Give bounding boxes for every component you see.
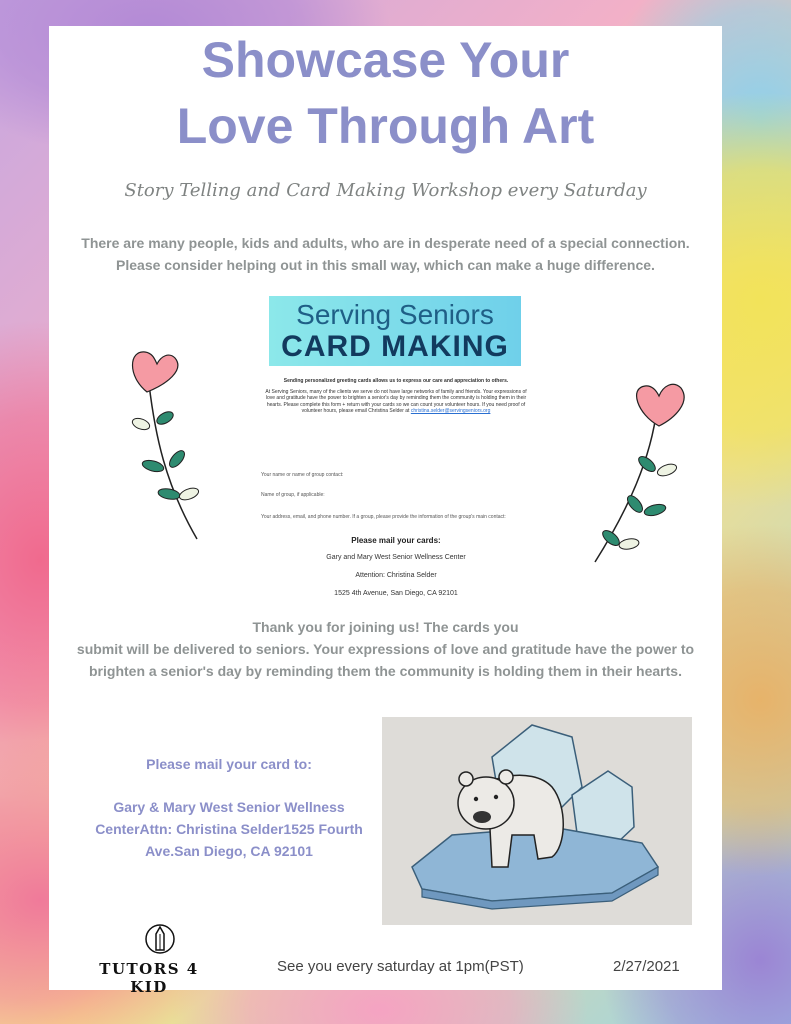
mailing-address-line: Gary & Mary West Senior Wellness [113, 799, 345, 815]
card-making-form [209, 294, 549, 597]
intro-paragraph [69, 232, 702, 276]
title-line-2: Love Through Art [176, 98, 595, 154]
mailing-address-line: CenterAttn: Christina Selder1525 Fourth [95, 821, 363, 837]
title-line-1: Showcase Your [201, 32, 570, 88]
form-intro-body: At Serving Seniors, many of the clients we serve do not have large networks of family and friends. Your expressions of love and gratitude have the power to brighten a senior's day by reminding them the community is holding them in their hearts. Please complete this form + return with your cards so we can count your volunteer hours. If you need proof of volunteer hours, please email Christina Selder at [265, 388, 527, 414]
thanks-line: Thank you for joining us! The cards you [252, 619, 519, 635]
flyer-page [49, 26, 722, 996]
thanks-line: brighten a senior's day by reminding them the community is holding them in their hearts. [89, 663, 682, 679]
thanks-paragraph [69, 616, 702, 682]
pencil-logo-icon [145, 922, 175, 956]
schedule-text: See you every saturday at 1pm(PST) [277, 958, 524, 975]
polar-bear-drawing [382, 717, 692, 925]
form-mail-center: Gary and Mary West Senior Wellness Center [326, 554, 466, 561]
form-intro-text [261, 389, 531, 415]
form-field-name: Your name or name of group contact: [261, 472, 344, 478]
form-body [261, 378, 531, 597]
workshop-subtitle: Story Telling and Card Making Workshop every Saturday [124, 180, 647, 201]
tutors4kid-logo: TUTORS 4 KID [99, 960, 199, 996]
intro-line: There are many people, kids and adults, who are in desperate need of a special connection. [81, 235, 690, 251]
banner-line-1: Serving Seniors [296, 299, 494, 330]
form-field-address: Your address, email, and phone number. If a group, please provide the information of the group's main contact: [261, 514, 506, 520]
serving-seniors-banner [269, 296, 521, 366]
heart-flower-left-icon [127, 344, 207, 544]
polar-bear-icon [382, 717, 692, 925]
form-intro-heading: Sending personalized greeting cards allows us to express our care and appreciation to others. [283, 378, 509, 384]
intro-line: Please consider helping out in this small way, which can make a huge difference. [116, 257, 655, 273]
thanks-line: submit will be delivered to seniors. Your expressions of love and gratitude have the power to [76, 641, 695, 657]
mailing-address-line: Ave.San Diego, CA 92101 [145, 843, 313, 859]
form-mail-street: 1525 4th Avenue, San Diego, CA 92101 [334, 590, 458, 597]
date-text: 2/27/2021 [613, 958, 680, 975]
banner-line-2: CARD MAKING [281, 330, 509, 363]
form-mail-heading: Please mail your cards: [351, 536, 441, 545]
heart-flower-right-icon [589, 358, 689, 564]
form-mail-attention: Attention: Christina Selder [355, 572, 437, 579]
mailing-title: Please mail your card to: [146, 756, 312, 772]
form-email-link[interactable]: christina.selder@servingseniors.org [410, 408, 491, 414]
form-field-group: Name of group, if applicable: [261, 492, 325, 498]
mailing-address [69, 796, 389, 862]
